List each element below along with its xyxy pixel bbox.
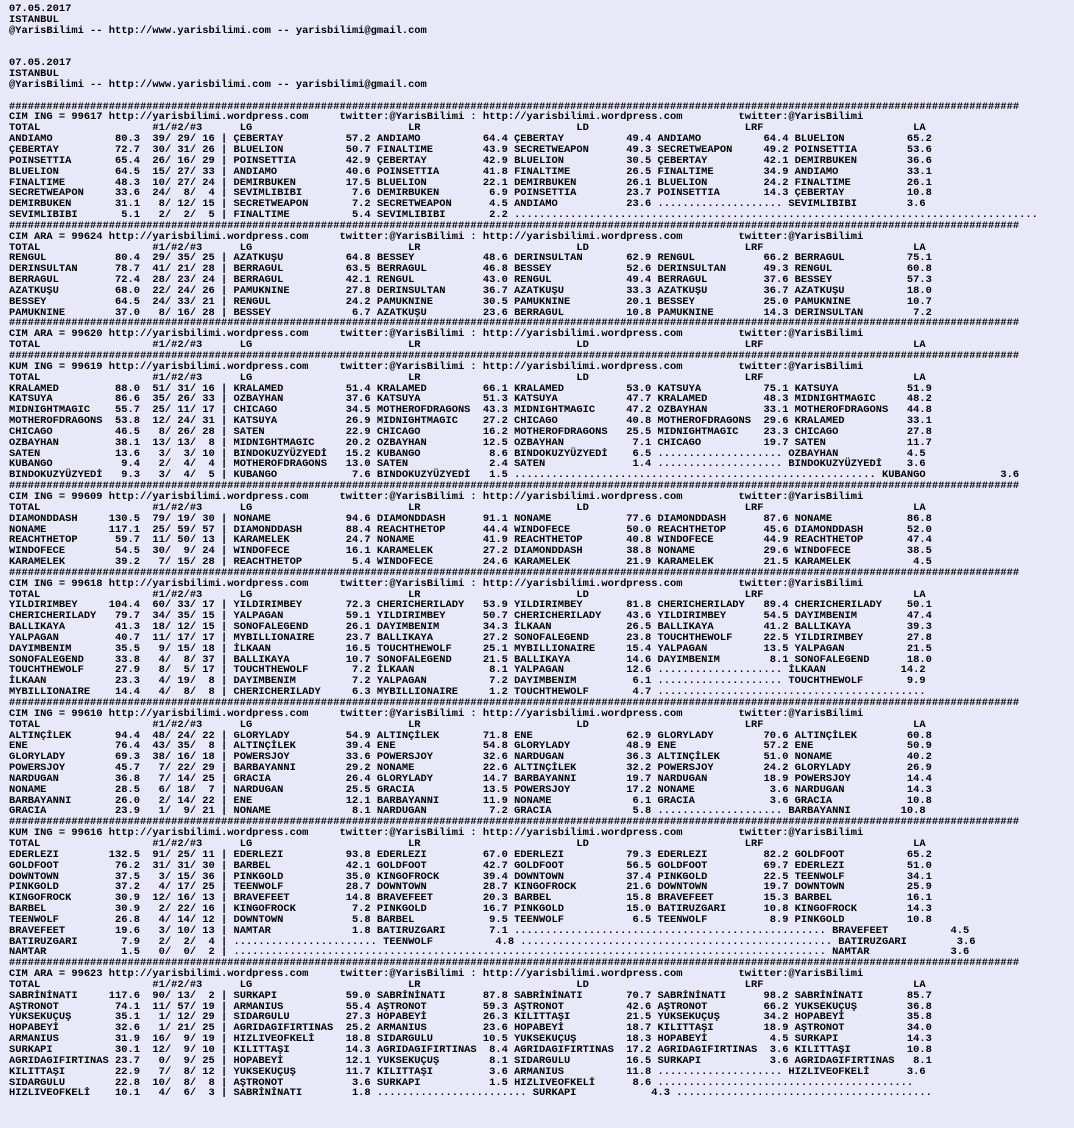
report-line: KUM ING = 99616 http://yarisbilimi.wordpress.com twitter:@YarisBilimi : http://yarisbilimi.wordpress.com twitter:@YarisBilimi: [9, 827, 864, 840]
report-line: FINALTIME 48.3 10/ 27/ 24 | DEMIRBUKEN 17.5 BLUELION 22.1 DEMIRBUKEN 26.1 BLUELION 24.2 FINALTIME 26.1: [9, 176, 932, 189]
report-line: DAYIMBENIM 35.5 9/ 15/ 18 | İLKAAN 16.5 TOUCHTHEWOLF 25.1 MYBILLIONAIRE 15.4 YALPAGAN 13.5 YALPAGAN 21.5: [9, 642, 932, 655]
report-line: CIM ARA = 99624 http://yarisbilimi.wordpress.com twitter:@YarisBilimi : http://yarisbilimi.wordpress.com twitter:@YarisBilimi: [9, 230, 864, 243]
report-line: @YarisBilimi -- http://www.yarisbilimi.com -- yarisbilimi@gmail.com: [9, 24, 427, 37]
report-text: [9, 4, 1038, 1099]
report-line: NARDUGAN 36.8 7/ 14/ 25 | GRACIA 26.4 GLORYLADY 14.7 BARBAYANNI 19.7 NARDUGAN 18.9 POWERSJOY 14.4: [9, 772, 932, 785]
report-line: SECRETWEAPON 33.6 24/ 8/ 4 | SEVIMLIBIBI 7.6 DEMIRBUKEN 6.9 POINSETTIA 23.7 POINSETTIA 14.3 ÇEBERTAY 10.8: [9, 187, 932, 200]
report-line: CIM ING = 99610 http://yarisbilimi.wordpress.com twitter:@YarisBilimi : http://yarisbilimi.wordpress.com twitter:@YarisBilimi: [9, 707, 864, 720]
report-line: BLUELION 64.5 15/ 27/ 33 | ANDIAMO 40.6 POINSETTIA 41.8 FINALTIME 26.5 FINALTIME 34.9 ANDIAMO 33.1: [9, 165, 932, 178]
report-line: KATSUYA 86.6 35/ 26/ 33 | OZBAYHAN 37.6 KATSUYA 51.3 KATSUYA 47.7 KRALAMED 48.3 MIDNIGHTMAGIC 48.2: [9, 393, 932, 406]
report-line: AŞTRONOT 74.1 11/ 57/ 19 | ARMANIUS 55.4 AŞTRONOT 59.3 AŞTRONOT 42.6 AŞTRONOT 66.2 YUKSEKUÇUŞ 36.8: [9, 1000, 932, 1013]
report-line: PAMUKNINE 37.0 8/ 16/ 28 | BESSEY 6.7 AZATKUŞU 23.6 BERRAGUL 10.8 PAMUKNINE 14.3 DERINSULTAN 7.2: [9, 306, 932, 319]
report-line: TOUCHTHEWOLF 27.9 8/ 5/ 17 | TOUCHTHEWOLF 7.2 İLKAAN 8.1 YALPAGAN 12.6 .................... İLKAAN 14.2: [9, 664, 926, 677]
report-line: TEENWOLF 26.8 4/ 14/ 12 | DOWNTOWN 5.8 BARBEL 9.5 TEENWOLF 6.5 TEENWOLF 8.9 PINKGOLD 10.8: [9, 913, 932, 926]
report-line: ISTANBUL: [9, 68, 59, 81]
report-line: TOTAL #1/#2/#3 LG LR LD LRF LA: [9, 837, 926, 850]
report-line: CIM ING = 99618 http://yarisbilimi.wordpress.com twitter:@YarisBilimi : http://yarisbilimi.wordpress.com twitter:@YarisBilimi: [9, 577, 864, 590]
report-line: MOTHEROFDRAGONS 53.8 12/ 24/ 31 | KATSUYA 26.9 MIDNIGHTMAGIC 27.2 CHICAGO 40.8 MOTHEROFDRAGONS 29.6 KRALAMED 33.1: [9, 415, 932, 428]
report-line: TOTAL #1/#2/#3 LG LR LD LRF LA: [9, 501, 926, 514]
report-line: CHICAGO 46.5 8/ 26/ 28 | SATEN 22.9 CHICAGO 16.2 MOTHEROFDRAGONS 25.5 MIDNIGHTMAGIC 23.3 CHICAGO 27.8: [9, 425, 932, 438]
report-line: YUKSEKUÇUŞ 35.1 1/ 12/ 29 | SIDARGULU 27.3 HOPABEYİ 26.3 KILITTAŞI 21.5 YUKSEKUÇUŞ 34.2 HOPABEYİ 35.8: [9, 1011, 932, 1024]
report-line: 07.05.2017: [9, 57, 72, 70]
report-line: @YarisBilimi -- http://www.yarisbilimi.com -- yarisbilimi@gmail.com: [9, 78, 427, 91]
report-line: YALPAGAN 40.7 11/ 17/ 17 | MYBILLIONAIRE 23.7 BALLIKAYA 27.2 SONOFALEGEND 23.8 TOUCHTHEWOLF 22.5 YILDIRIMBEY 27.8: [9, 631, 932, 644]
report-line: POINSETTIA 65.4 26/ 16/ 29 | POINSETTIA 42.9 ÇEBERTAY 42.9 BLUELION 30.5 ÇEBERTAY 42.1 DEMIRBUKEN 36.6: [9, 154, 932, 167]
report-line: CHERICHERILADY 79.7 34/ 35/ 15 | YALPAGAN 59.1 YILDIRIMBEY 50.7 CHERICHERILADY 43.6 YILDIRIMBEY 54.5 DAYIMBENIM 47.4: [9, 610, 932, 623]
report-line: CIM ARA = 99620 http://yarisbilimi.wordpress.com twitter:@YarisBilimi : http://yarisbilimi.wordpress.com twitter:@YarisBilimi: [9, 328, 864, 341]
report-line: HIZLIVEOFKELİ 10.1 4/ 6/ 3 | SABRİNİNATI 1.8 ........................ SURKAPI 4.3 .........................................: [9, 1087, 932, 1100]
report-line: TOTAL #1/#2/#3 LG LR LD LRF LA: [9, 339, 926, 352]
report-line: GOLDFOOT 76.2 31/ 31/ 30 | BARBEL 42.1 GOLDFOOT 42.7 GOLDFOOT 56.5 GOLDFOOT 69.7 EDERLEZI 51.0: [9, 859, 932, 872]
report-line: SURKAPI 30.1 12/ 9/ 10 | KILITTAŞI 14.3 AGRIDAGIFIRTINAS 8.4 AGRIDAGIFIRTINAS 17.2 AGRIDAGIFIRTINAS 3.6 KILITTAŞI 10.8: [9, 1044, 932, 1056]
report-line: ÇEBERTAY 72.7 30/ 31/ 26 | BLUELION 50.7 FINALTIME 43.9 SECRETWEAPON 49.3 SECRETWEAPON 49.2 POINSETTIA 53.6: [9, 143, 932, 156]
report-line: TOTAL #1/#2/#3 LG LR LD LRF LA: [9, 371, 926, 384]
report-line: BALLIKAYA 41.3 18/ 12/ 15 | SONOFALEGEND 26.1 DAYIMBENIM 34.3 İLKAAN 26.5 BALLIKAYA 41.2 BALLIKAYA 39.3: [9, 621, 932, 634]
report-line: RENGUL 80.4 29/ 35/ 25 | AZATKUŞU 64.8 BESSEY 48.6 DERINSULTAN 62.9 RENGUL 66.2 BERRAGUL 75.1: [9, 252, 932, 265]
report-line: İLKAAN 23.3 4/ 19/ 8 | DAYIMBENIM 7.2 YALPAGAN 7.2 DAYIMBENIM 6.1 .................... TOUCHTHEWOLF 9.9: [9, 675, 926, 688]
report-line: TOTAL #1/#2/#3 LG LR LD LRF LA: [9, 718, 926, 731]
report-line: ##################################################################################################################################################################: [9, 350, 1020, 362]
report-line: BARBAYANNI 26.0 2/ 14/ 22 | ENE 12.1 BARBAYANNI 11.9 NONAME 6.1 GRACIA 3.6 GRACIA 10.8: [9, 794, 932, 807]
report-line: BESSEY 64.5 24/ 33/ 21 | RENGUL 24.2 PAMUKNINE 30.5 PAMUKNINE 20.1 BESSEY 25.0 PAMUKNINE 10.7: [9, 295, 932, 308]
report-line: BERRAGUL 72.4 28/ 23/ 24 | BERRAGUL 42.1 RENGUL 43.0 RENGUL 49.4 BERRAGUL 37.6 BESSEY 57.3: [9, 274, 932, 287]
report-line: CIM ING = 99609 http://yarisbilimi.wordpress.com twitter:@YarisBilimi : http://yarisbilimi.wordpress.com twitter:@YarisBilimi: [9, 490, 864, 503]
report-line: NAMTAR 1.5 0/ 0/ 2 | ............................................................................................... NAMTAR 3.6: [9, 946, 970, 959]
report-line: ISTANBUL: [9, 13, 59, 26]
report-line: CIM ING = 99617 http://yarisbilimi.wordpress.com twitter:@YarisBilimi : http://yarisbilimi.wordpress.com twitter:@YarisBilimi: [9, 111, 864, 124]
report-line: [9, 37, 1038, 48]
report-line: NONAME 117.1 25/ 59/ 57 | DIAMONDDASH 88.4 REACHTHETOP 44.4 WINDOFECE 50.0 REACHTHETOP 45.6 DIAMONDDASH 52.0: [9, 523, 932, 536]
report-line: [9, 91, 1038, 102]
report-line: KINGOFROCK 30.9 12/ 16/ 13 | BRAVEFEET 14.8 BRAVEFEET 20.3 BARBEL 15.8 BRAVEFEET 15.3 BARBEL 16.1: [9, 892, 932, 905]
report-line: ENE 76.4 43/ 35/ 8 | ALTINÇİLEK 39.4 ENE 54.8 GLORYLADY 48.9 ENE 57.2 ENE 50.9: [9, 740, 932, 753]
report-line: SIDARGULU 22.8 10/ 8/ 8 | AŞTRONOT 3.6 SURKAPI 1.5 HIZLIVEOFKELİ 8.6 .........................................: [9, 1076, 914, 1089]
report-line: YILDIRIMBEY 104.4 60/ 33/ 17 | YILDIRIMBEY 72.3 CHERICHERILADY 53.9 YILDIRIMBEY 81.8 CHERICHERILADY 89.4 CHERICHERILADY 50.1: [9, 599, 932, 612]
report-line: MYBILLIONAIRE 14.4 4/ 8/ 8 | CHERICHERILADY 6.3 MYBILLIONAIRE 1.2 TOUCHTHEWOLF 4.7 ...........................................: [9, 686, 926, 699]
report-line: AGRIDAGIFIRTINAS 23.7 0/ 9/ 25 | HOPABEYİ 12.1 YUKSEKUÇUŞ 8.1 SIDARGULU 16.5 SURKAPI 3.6 AGRIDAGIFIRTINAS 8.1: [9, 1054, 932, 1067]
report-line: ##################################################################################################################################################################: [9, 480, 1020, 493]
report-line: BINDOKUZYÜZYEDİ 9.3 3/ 4/ 5 | KUBANGO 7.6 BINDOKUZYÜZYEDİ 1.5 .......................................................... KUBANGO 3.6: [9, 469, 1020, 482]
report-line: ##################################################################################################################################################################: [9, 566, 1020, 579]
report-line: TOTAL #1/#2/#3 LG LR LD LRF LA: [9, 122, 926, 135]
report-line: SONOFALEGEND 33.8 4/ 8/ 37 | BALLIKAYA 10.7 SONOFALEGEND 21.5 BALLIKAYA 14.6 DAYIMBENIM 8.1 SONOFALEGEND 18.0: [9, 653, 932, 666]
report-line: KILITTAŞI 22.9 7/ 8/ 12 | YUKSEKUÇUŞ 11.7 KILITTAŞI 3.6 ARMANIUS 11.8 .................... HIZLIVEOFKELİ 3.6: [9, 1065, 926, 1078]
report-line: TOTAL #1/#2/#3 LG LR LD LRF LA: [9, 978, 926, 991]
report-line: OZBAYHAN 38.1 13/ 13/ 8 | MIDNIGHTMAGIC 20.2 OZBAYHAN 12.5 OZBAYHAN 7.1 CHICAGO 19.7 SATEN 11.7: [9, 436, 932, 449]
report-line: SEVIMLIBIBI 5.1 2/ 2/ 5 | FINALTIME 5.4 SEVIMLIBIBI 2.2 ....................................................................................: [9, 209, 1038, 222]
report-line: ##################################################################################################################################################################: [9, 697, 1020, 709]
report-line: TOTAL #1/#2/#3 LG LR LD LRF LA: [9, 588, 926, 601]
report-line: KUM ING = 99619 http://yarisbilimi.wordpress.com twitter:@YarisBilimi : http://yarisbilimi.wordpress.com twitter:@YarisBilimi: [9, 360, 864, 373]
report-line: SATEN 13.6 3/ 3/ 10 | BINDOKUZYÜZYEDİ 15.2 KUBANGO 8.6 BINDOKUZYÜZYEDİ 6.5 .................... OZBAYHAN 4.5: [9, 447, 926, 460]
report-line: DIAMONDDASH 130.5 79/ 19/ 30 | NONAME 94.6 DIAMONDDASH 91.1 NONAME 77.6 DIAMONDDASH 87.6 NONAME 86.8: [9, 512, 932, 525]
report-line: BATIRUZGARI 7.9 2/ 2/ 4 | ....................... TEENWOLF 4.8 .................................................. BATIRUZGARI 3.6: [9, 935, 976, 948]
report-line: ANDIAMO 80.3 39/ 29/ 16 | ÇEBERTAY 57.2 ANDIAMO 64.4 ÇEBERTAY 49.4 ANDIAMO 64.4 BLUELION 65.2: [9, 133, 932, 146]
report-line: DERINSULTAN 78.7 41/ 21/ 28 | BERRAGUL 63.5 BERRAGUL 46.8 BESSEY 52.6 DERINSULTAN 49.3 RENGUL 60.8: [9, 263, 932, 276]
report-line: PINKGOLD 37.2 4/ 17/ 25 | TEENWOLF 28.7 DOWNTOWN 28.7 KINGOFROCK 21.6 DOWNTOWN 19.7 DOWNTOWN 25.9: [9, 881, 932, 894]
report-line: EDERLEZI 132.5 91/ 25/ 11 | EDERLEZI 93.8 EDERLEZI 67.0 EDERLEZI 79.3 EDERLEZI 82.2 GOLDFOOT 65.2: [9, 848, 932, 861]
report-line: ALTINÇİLEK 94.4 48/ 24/ 22 | GLORYLADY 54.9 ALTINÇİLEK 71.8 ENE 62.9 GLORYLADY 70.6 ALTINÇİLEK 60.8: [9, 729, 932, 742]
report-line: ##################################################################################################################################################################: [9, 100, 1020, 113]
report-line: DOWNTOWN 37.5 3/ 15/ 36 | PINKGOLD 35.0 KINGOFROCK 39.4 DOWNTOWN 37.4 PINKGOLD 22.5 TEENWOLF 34.1: [9, 870, 932, 883]
report-line: AZATKUŞU 68.0 22/ 24/ 26 | PAMUKNINE 27.8 DERINSULTAN 36.7 AZATKUŞU 33.3 AZATKUŞU 36.7 AZATKUŞU 18.0: [9, 284, 932, 297]
report-line: DEMIRBUKEN 31.1 8/ 12/ 15 | SECRETWEAPON 7.2 SECRETWEAPON 4.5 ANDIAMO 23.6 .................... SEVIMLIBIBI 3.6: [9, 198, 926, 211]
report-line: ##################################################################################################################################################################: [9, 816, 1020, 829]
report-line: MIDNIGHTMAGIC 55.7 25/ 11/ 17 | CHICAGO 34.5 MOTHEROFDRAGONS 43.3 MIDNIGHTMAGIC 47.2 OZBAYHAN 33.1 MOTHEROFDRAGONS 44.8: [9, 404, 932, 417]
report-line: KARAMELEK 39.2 7/ 15/ 28 | REACHTHETOP 5.4 WINDOFECE 24.6 KARAMELEK 21.9 KARAMELEK 21.5 KARAMELEK 4.5: [9, 556, 932, 569]
report-line: TOTAL #1/#2/#3 LG LR LD LRF LA: [9, 241, 926, 254]
report-line: ##################################################################################################################################################################: [9, 317, 1020, 330]
report-line: HOPABEYİ 32.6 1/ 21/ 25 | AGRIDAGIFIRTINAS 25.2 ARMANIUS 23.6 HOPABEYİ 18.7 KILITTAŞI 18.9 AŞTRONOT 34.0: [9, 1022, 932, 1035]
report-line: NONAME 28.5 6/ 18/ 7 | NARDUGAN 25.5 GRACIA 13.5 POWERSJOY 17.2 NONAME 3.6 NARDUGAN 14.3: [9, 783, 932, 796]
report-line: ##################################################################################################################################################################: [9, 957, 1020, 970]
report-line: WINDOFECE 54.5 30/ 9/ 24 | WINDOFECE 16.1 KARAMELEK 27.2 DIAMONDDASH 38.8 NONAME 29.6 WINDOFECE 38.5: [9, 545, 932, 558]
report-line: ARMANIUS 31.9 16/ 9/ 19 | HIZLIVEOFKELİ 18.8 SIDARGULU 10.5 YUKSEKUÇUŞ 18.3 HOPABEYİ 4.5 SURKAPI 14.3: [9, 1033, 932, 1046]
report-line: BRAVEFEET 19.6 3/ 10/ 13 | NAMTAR 1.8 BATIRUZGARI 7.1 .................................................. BRAVEFEET 4.5: [9, 924, 970, 937]
report-line: KUBANGO 9.4 2/ 4/ 4 | MOTHEROFDRAGONS 13.0 SATEN 2.4 SATEN 1.4 .................... BINDOKUZYÜZYEDİ 3.6: [9, 458, 926, 471]
report-line: REACHTHETOP 59.7 11/ 50/ 13 | KARAMELEK 24.7 NONAME 41.9 REACHTHETOP 40.8 WINDOFECE 44.9 REACHTHETOP 47.4: [9, 534, 932, 547]
report-line: ##################################################################################################################################################################: [9, 219, 1020, 232]
report-line: 07.05.2017: [9, 3, 72, 15]
report-line: [9, 47, 1038, 58]
report-line: CIM ARA = 99623 http://yarisbilimi.wordpress.com twitter:@YarisBilimi : http://yarisbilimi.wordpress.com twitter:@YarisBilimi: [9, 968, 864, 981]
report-line: GRACIA 23.9 1/ 9/ 21 | NONAME 8.1 NARDUGAN 7.2 GRACIA 5.8 .................... BARBAYANNI 10.8: [9, 805, 926, 818]
report-line: POWERSJOY 45.7 7/ 22/ 29 | BARBAYANNI 29.2 NONAME 22.6 ALTINÇİLEK 32.2 POWERSJOY 24.2 GLORYLADY 26.9: [9, 762, 932, 775]
report-line: GLORYLADY 69.3 38/ 16/ 18 | POWERSJOY 33.6 POWERSJOY 32.6 NARDUGAN 36.3 ALTINÇİLEK 51.0 NONAME 40.2: [9, 751, 932, 764]
report-line: SABRİNİNATI 117.6 90/ 13/ 2 | SURKAPI 59.0 SABRİNİNATI 87.8 SABRİNİNATI 70.7 SABRİNİNATI 98.2 SABRİNİNATI 85.7: [9, 989, 932, 1002]
report-line: KRALAMED 88.0 51/ 31/ 16 | KRALAMED 51.4 KRALAMED 66.1 KRALAMED 53.0 KATSUYA 75.1 KATSUYA 51.9: [9, 382, 932, 395]
report-line: BARBEL 30.9 2/ 22/ 16 | KINGOFROCK 7.2 PINKGOLD 16.7 PINKGOLD 15.0 BATIRUZGARI 10.8 KINGOFROCK 14.3: [9, 903, 932, 916]
